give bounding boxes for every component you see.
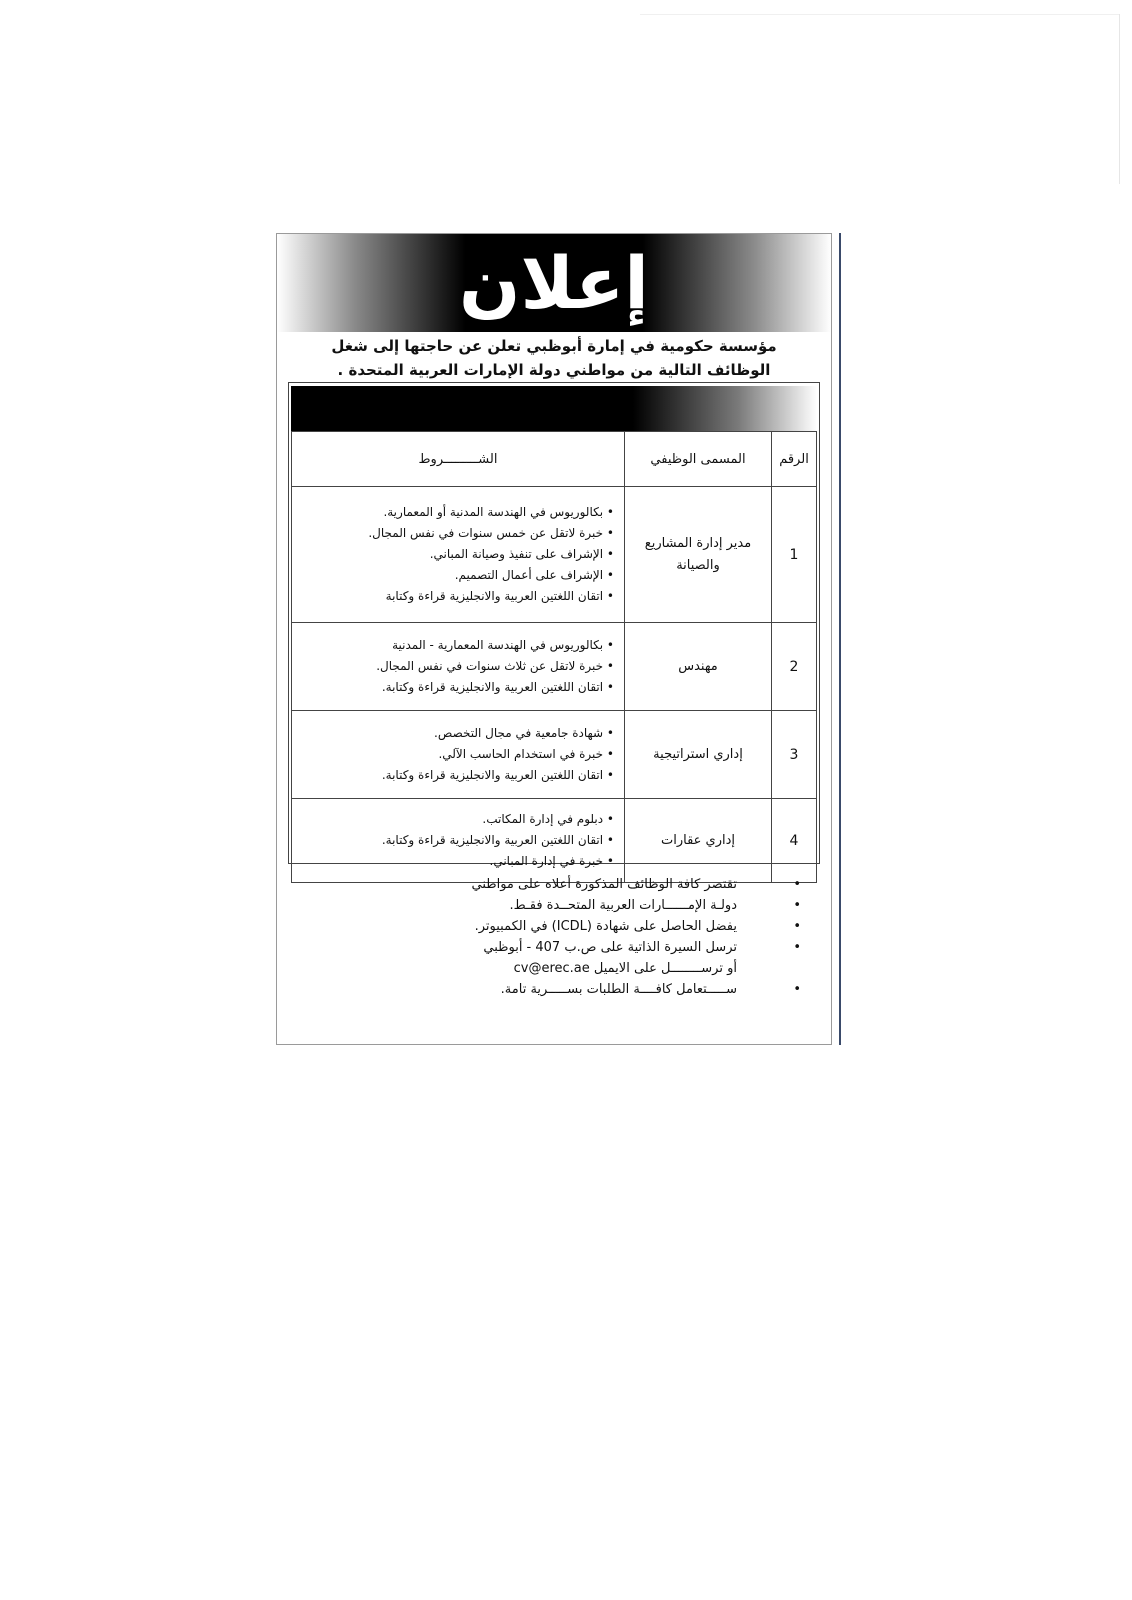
banner-title: إعلان xyxy=(459,241,649,325)
requirement-item: • خبرة في استخدام الحاسب الآلي. xyxy=(300,744,614,765)
requirement-item: • اتقان اللغتين العربية والانجليزية قراءة وكتابة. xyxy=(300,677,614,698)
header-number: الرقم xyxy=(772,432,817,487)
requirement-item: • الإشراف على أعمال التصميم. xyxy=(300,565,614,586)
page-right-edge xyxy=(1119,14,1120,184)
requirement-item: • خبرة في إدارة المباني. xyxy=(300,851,614,872)
requirement-item: • الإشراف على تنفيذ وصيانة المباني. xyxy=(300,544,614,565)
requirement-item: • بكالوريوس في الهندسة المعمارية - المدنية xyxy=(300,635,614,656)
intro-text xyxy=(297,334,811,382)
job-requirements xyxy=(292,623,625,711)
condition-item: • يفضل الحاصل على شهادة (ICDL) في الكمبيوتر. xyxy=(307,916,801,937)
job-title-cell xyxy=(625,799,772,883)
requirement-item: • بكالوريوس في الهندسة المدنية أو المعمارية. xyxy=(300,502,614,523)
condition-item: • ســـــتعامل كافــــة الطلبات بســـــرية تامة. xyxy=(307,979,801,1000)
requirement-item: • دبلوم في إدارة المكاتب. xyxy=(300,809,614,830)
job-title-cell xyxy=(625,711,772,799)
general-conditions xyxy=(307,874,801,1000)
email-address: cv@erec.ae xyxy=(513,961,590,976)
job-title-cell xyxy=(625,623,772,711)
header-title: المسمى الوظيفي xyxy=(625,432,772,487)
intro-line-2: الوظائف التالية من مواطني دولة الإمارات العربية المتحدة . xyxy=(337,361,771,379)
requirement-item: • خبرة لاتقل عن خمس سنوات في نفس المجال. xyxy=(300,523,614,544)
job-requirements xyxy=(292,799,625,883)
requirement-item: • اتقان اللغتين العربية والانجليزية قراءة وكتابة. xyxy=(300,830,614,851)
job-advertisement xyxy=(276,233,832,1045)
job-requirements xyxy=(292,487,625,623)
condition-item: • تقتصر كافة الوظائف المذكورة أعلاه على مواطني xyxy=(307,874,801,895)
job-title: مهندس xyxy=(678,658,718,674)
job-title: مدير إدارة المشاريع والصيانة xyxy=(644,535,752,573)
table-row xyxy=(292,711,817,799)
job-number: 4 xyxy=(772,799,817,883)
table-header-bar xyxy=(291,386,817,431)
table-row xyxy=(292,623,817,711)
intro-line-1: مؤسسة حكومية في إمارة أبوظبي تعلن عن حاجتها إلى شغل xyxy=(331,337,777,355)
ad-side-rule xyxy=(839,233,841,1045)
requirement-item: • خبرة لاتقل عن ثلاث سنوات في نفس المجال. xyxy=(300,656,614,677)
requirement-item: • اتقان اللغتين العربية والانجليزية قراءة وكتابة xyxy=(300,586,614,607)
table-row xyxy=(292,487,817,623)
email-prefix: أو ترســــــــل على الايميل xyxy=(593,961,737,976)
job-title-cell xyxy=(625,487,772,623)
header-requirements: الشـــــــــروط xyxy=(292,432,625,487)
condition-item: • دولـة الإمــــــارات العربية المتحــدة فقـط. xyxy=(307,895,801,916)
job-number: 3 xyxy=(772,711,817,799)
job-title: إداري استراتيجية xyxy=(653,746,743,762)
jobs-table xyxy=(291,431,817,883)
job-requirements xyxy=(292,711,625,799)
requirement-item: • اتقان اللغتين العربية والانجليزية قراءة وكتابة. xyxy=(300,765,614,786)
requirement-item: • شهادة جامعية في مجال التخصص. xyxy=(300,723,614,744)
condition-item: • ترسل السيرة الذاتية على ص.ب 407 - أبوظبي xyxy=(307,937,801,958)
table-row xyxy=(292,799,817,883)
condition-item-email xyxy=(307,958,801,979)
page-top-edge xyxy=(640,14,1120,15)
announcement-banner xyxy=(277,234,831,332)
job-number: 1 xyxy=(772,487,817,623)
job-title: إداري عقارات xyxy=(660,832,736,848)
job-number: 2 xyxy=(772,623,817,711)
table-header-row xyxy=(292,432,817,487)
